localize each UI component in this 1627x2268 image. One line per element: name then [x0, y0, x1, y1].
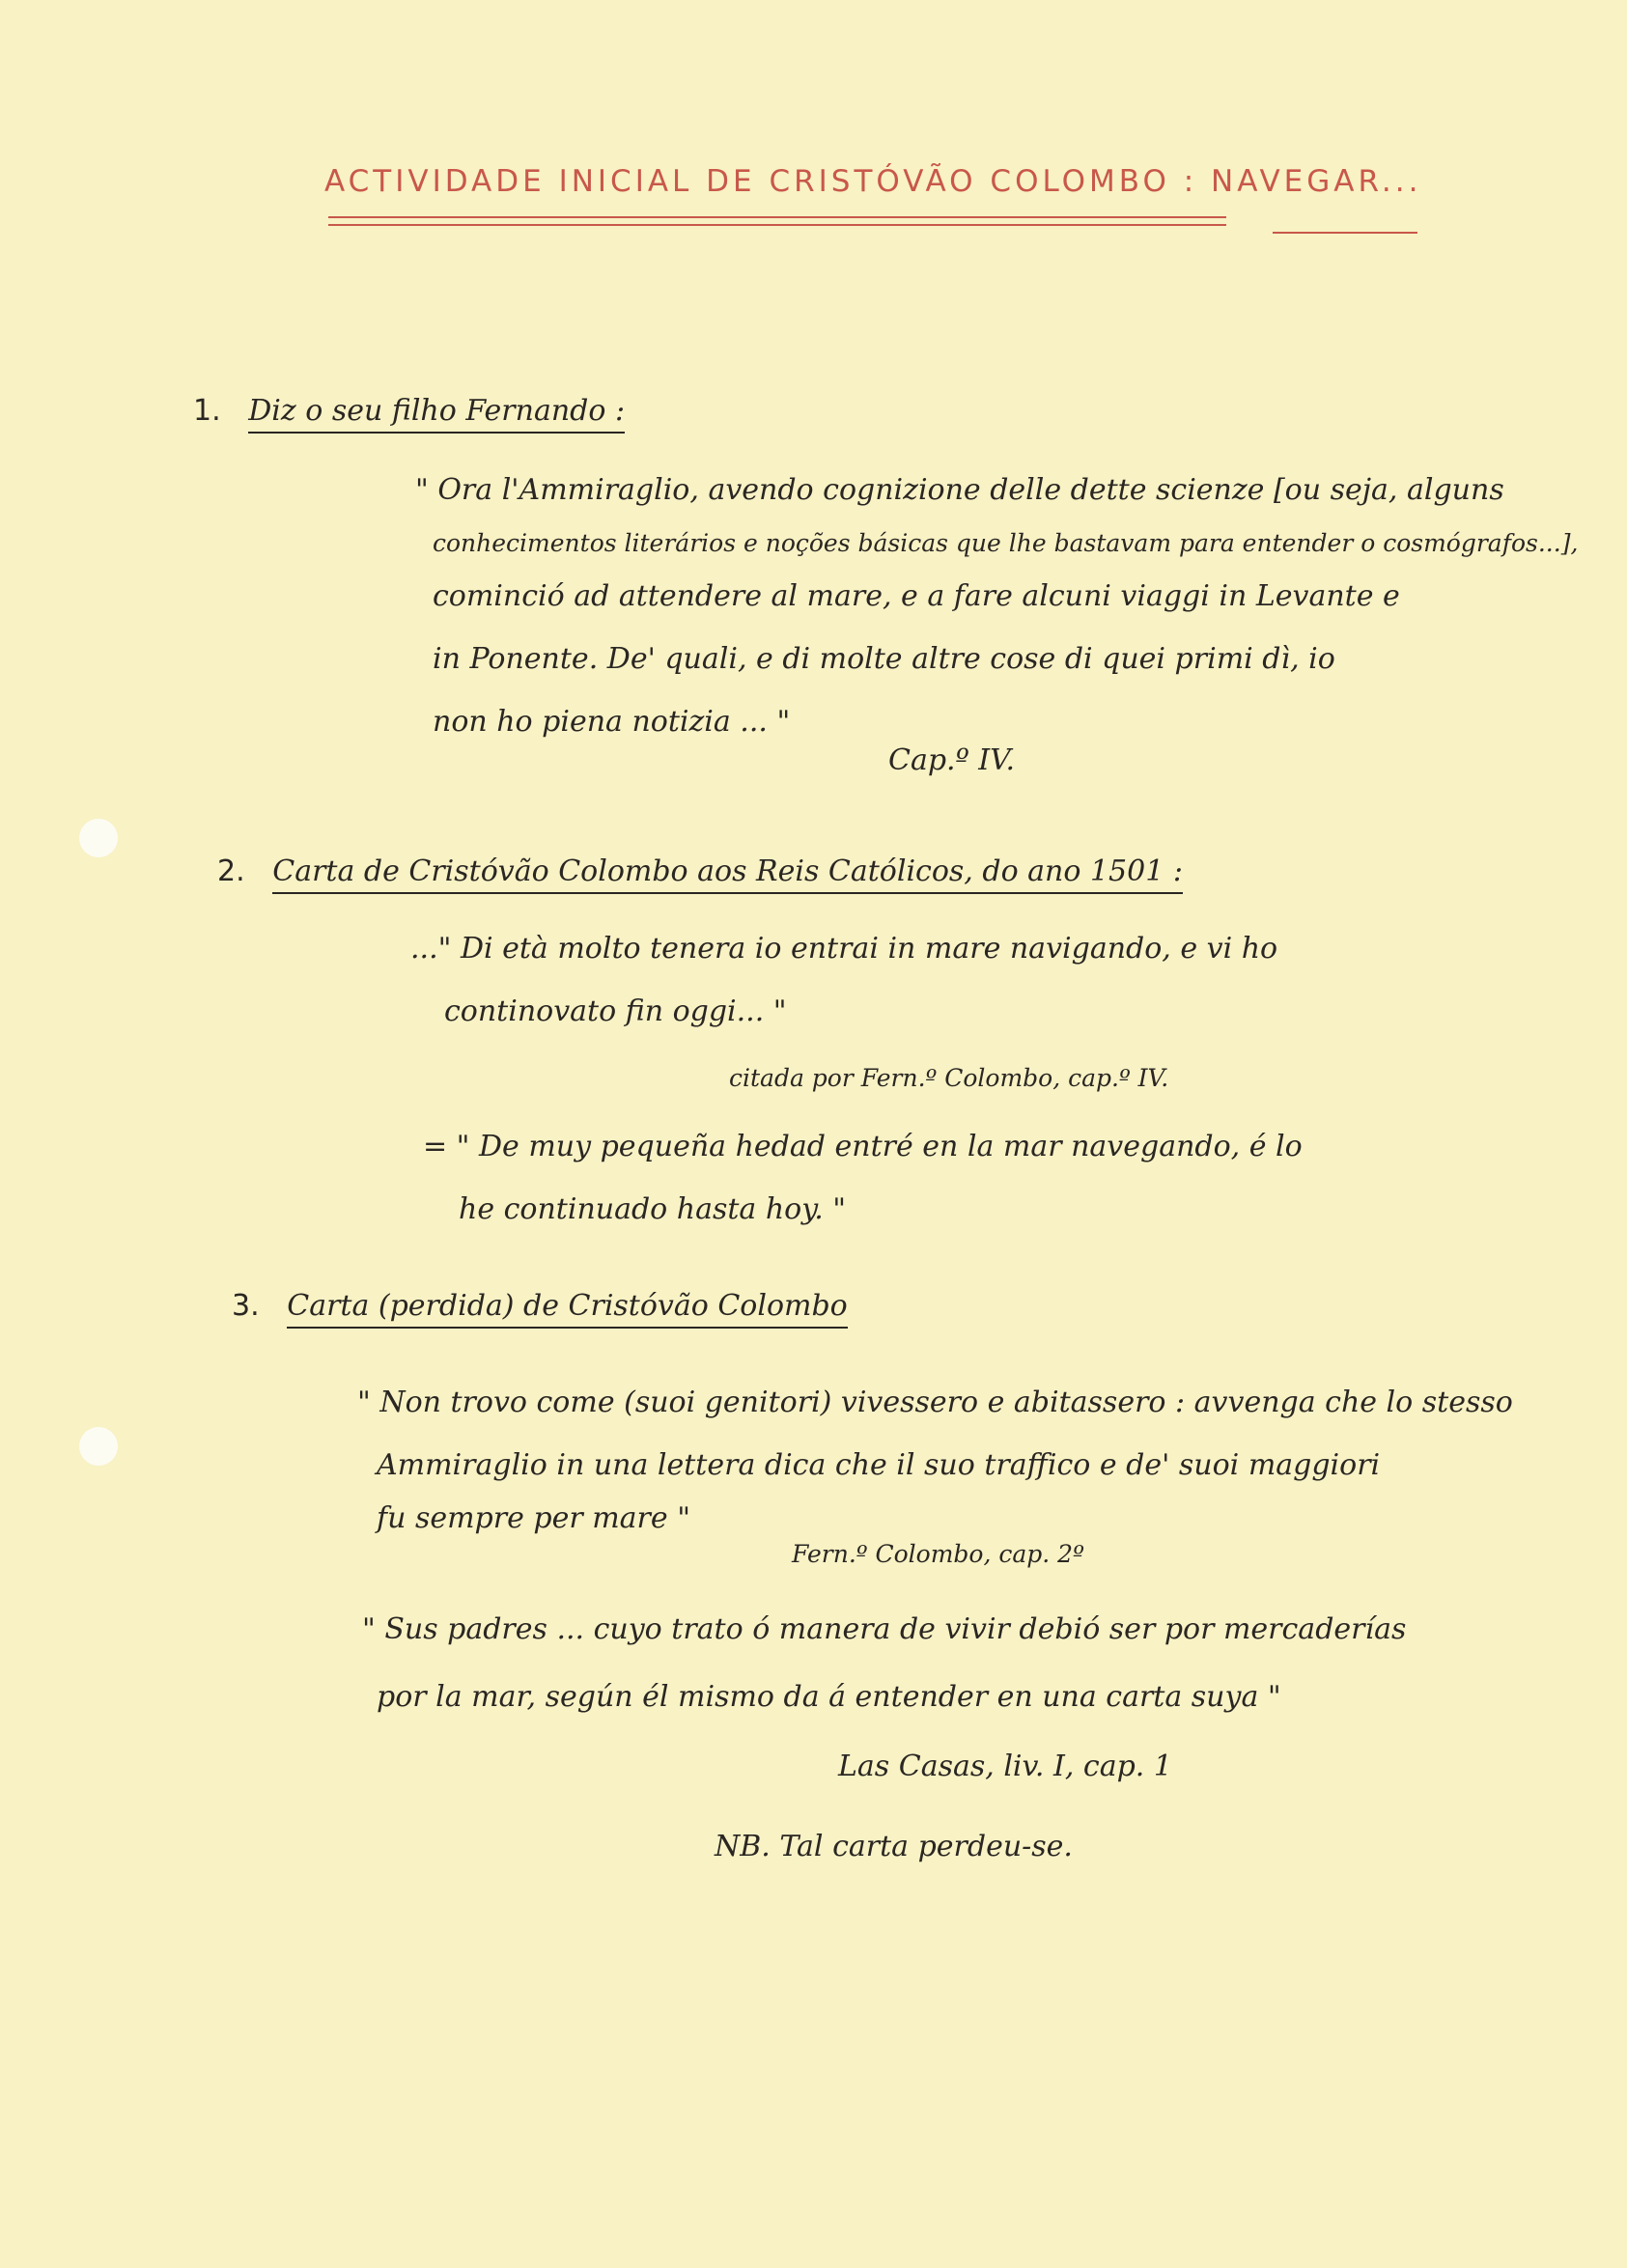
quote-line: cominció ad attendere al mare, e a fare alcuni viaggi in Levante e [433, 579, 1400, 613]
title-underline [328, 216, 1226, 218]
section-heading: Carta (perdida) de Cristóvão Colombo [287, 1289, 848, 1329]
quote-line: ..." Di età molto tenera io entrai in mare navigando, e vi ho [410, 932, 1278, 966]
citation: Fern.º Colombo, cap. 2º [792, 1540, 1084, 1568]
section-number: 3. [232, 1289, 260, 1323]
quote-line: por la mar, según él mismo da á entender en una carta suya " [377, 1680, 1281, 1714]
title-underline [328, 224, 1226, 226]
quote-line: Ammiraglio in una lettera dica che il suo traffico e de' suoi maggiori [377, 1448, 1381, 1482]
quote-line: conhecimentos literários e noções básicas que lhe bastavam para entender o cosmógrafos...], [433, 529, 1579, 557]
page-title: ACTIVIDADE INICIAL DE CRISTÓVÃO COLOMBO : NAVEGAR... [324, 164, 1422, 199]
punch-hole [79, 1427, 118, 1466]
section-1-header [193, 394, 625, 428]
quote-line: fu sempre per mare " [377, 1501, 690, 1535]
punch-hole [79, 819, 118, 857]
citation: Las Casas, liv. I, cap. 1 [838, 1750, 1172, 1783]
quote-line: continovato fin oggi... " [444, 994, 787, 1028]
quote-line: " Non trovo come (suoi genitori) vivessero e abitassero : avvenga che lo stesso [357, 1386, 1513, 1419]
citation: Cap.º IV. [888, 743, 1016, 777]
section-3-header [232, 1289, 848, 1323]
quote-line: " Ora l'Ammiraglio, avendo cognizione delle dette scienze [ou seja, alguns [415, 473, 1504, 507]
section-2-header [217, 854, 1183, 888]
equiv-line: he continuado hasta hoy. " [459, 1192, 847, 1226]
note: NB. Tal carta perdeu-se. [715, 1830, 1073, 1863]
quote-line: in Ponente. De' quali, e di molte altre cose di quei primi dì, io [433, 642, 1335, 676]
equiv-line: = " De muy pequeña hedad entré en la mar navegando, é lo [423, 1130, 1303, 1163]
section-number: 2. [217, 854, 245, 888]
section-heading: Carta de Cristóvão Colombo aos Reis Católicos, do ano 1501 : [272, 854, 1183, 894]
title-underline [1273, 232, 1417, 234]
quote-line: non ho piena notizia ... " [433, 705, 791, 739]
quote-line: " Sus padres ... cuyo trato ó manera de vivir debió ser por mercaderías [362, 1612, 1407, 1646]
section-number: 1. [193, 394, 221, 428]
citation: citada por Fern.º Colombo, cap.º IV. [729, 1064, 1169, 1092]
section-heading: Diz o seu filho Fernando : [248, 394, 625, 434]
